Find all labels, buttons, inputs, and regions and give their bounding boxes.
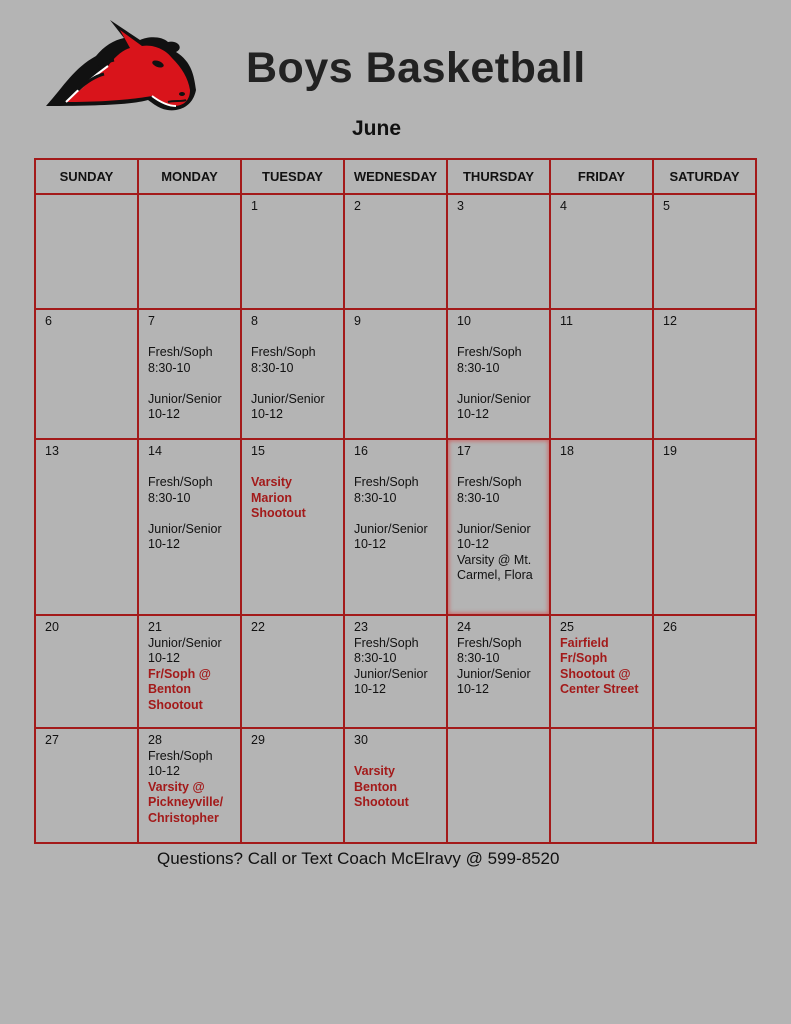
day-number: 1: [251, 199, 258, 213]
calendar-day-cell: [447, 309, 550, 439]
practice-event: Junior/Senior 10-12: [148, 521, 222, 551]
day-number: 18: [560, 444, 574, 458]
calendar-day-cell: [35, 439, 138, 615]
practice-event: Junior/Senior 10-12: [457, 391, 531, 421]
practice-event: Junior/Senior 10-12: [148, 391, 222, 421]
day-number: 29: [251, 733, 265, 747]
calendar-day-cell: [550, 615, 653, 728]
day-number: 12: [663, 314, 677, 328]
practice-event: Fresh/Soph 8:30-10: [457, 345, 522, 375]
calendar-day-cell: [344, 728, 447, 843]
practice-event: Junior/Senior 10-12: [457, 666, 531, 696]
practice-event: Fresh/Soph 8:30-10: [148, 345, 213, 375]
day-content: [448, 616, 549, 698]
day-content: [242, 729, 343, 749]
day-number: 6: [45, 314, 52, 328]
weekday-header: SATURDAY: [653, 159, 756, 194]
calendar-day-cell: [653, 728, 756, 843]
calendar-day-cell: [447, 728, 550, 843]
day-content: [448, 310, 549, 423]
practice-event: Junior/Senior 10-12: [354, 521, 428, 551]
calendar-week-row: [35, 309, 756, 439]
day-content: [345, 195, 446, 215]
practice-event: Varsity @ Mt. Carmel, Flora: [457, 552, 533, 582]
calendar-day-cell: [550, 194, 653, 309]
contact-note: Questions? Call or Text Coach McElravy @ 599-8520: [157, 849, 560, 868]
practice-event: Junior/Senior 10-12: [457, 521, 531, 551]
calendar-day-cell: [138, 309, 241, 439]
day-number: 4: [560, 199, 567, 213]
calendar-day-cell: [344, 194, 447, 309]
day-number: 21: [148, 620, 162, 634]
calendar-day-cell: [35, 194, 138, 309]
month-title: June: [352, 117, 402, 140]
calendar-day-cell: [344, 615, 447, 728]
calendar-day-cell: [138, 439, 241, 615]
page-title: Boys Basketball: [246, 44, 586, 92]
day-content: [242, 440, 343, 522]
day-content: [139, 729, 240, 826]
calendar-week-row: [35, 615, 756, 728]
calendar-day-cell: [241, 439, 344, 615]
day-number: 27: [45, 733, 59, 747]
day-content: [551, 310, 652, 330]
day-number: 19: [663, 444, 677, 458]
calendar-day-cell: [35, 615, 138, 728]
varsity-event: Fairfield Fr/Soph Shootout @ Center Street: [560, 635, 639, 696]
practice-event: Fresh/Soph 8:30-10: [251, 345, 316, 375]
day-number: 2: [354, 199, 361, 213]
day-number: 26: [663, 620, 677, 634]
day-content: [345, 729, 446, 811]
calendar-day-cell: [138, 728, 241, 843]
day-number: 15: [251, 444, 265, 458]
day-content: [654, 729, 755, 733]
day-content: [345, 616, 446, 698]
calendar-day-cell: [550, 309, 653, 439]
day-number: 14: [148, 444, 162, 458]
calendar-day-cell: [241, 309, 344, 439]
practice-event: Junior/Senior 10-12: [148, 635, 222, 665]
day-content: [551, 729, 652, 733]
calendar-day-cell: [653, 615, 756, 728]
practice-event: Fresh/Soph 8:30-10: [148, 475, 213, 505]
weekday-header: MONDAY: [138, 159, 241, 194]
day-number: 16: [354, 444, 368, 458]
varsity-event: Varsity Benton Shootout: [354, 764, 409, 809]
day-number: 9: [354, 314, 361, 328]
day-content: [448, 729, 549, 733]
weekday-header: FRIDAY: [550, 159, 653, 194]
day-content: [654, 440, 755, 460]
day-content: [242, 195, 343, 215]
calendar-week-row: [35, 194, 756, 309]
calendar-week-row: [35, 439, 756, 615]
day-number: 13: [45, 444, 59, 458]
day-number: 20: [45, 620, 59, 634]
day-content: [139, 440, 240, 553]
calendar-day-cell: [138, 194, 241, 309]
day-content: [654, 616, 755, 636]
calendar-day-cell: [447, 615, 550, 728]
day-content: [36, 729, 137, 749]
weekday-header: THURSDAY: [447, 159, 550, 194]
varsity-event: Fr/Soph @ Benton Shootout: [148, 666, 211, 712]
day-content: [654, 195, 755, 215]
day-content: [36, 440, 137, 460]
day-number: 24: [457, 620, 471, 634]
day-content: [139, 310, 240, 423]
practice-event: Fresh/Soph 10-12: [148, 748, 213, 778]
day-number: 30: [354, 733, 368, 747]
calendar-day-cell: [344, 309, 447, 439]
weekday-header: TUESDAY: [241, 159, 344, 194]
day-number: 3: [457, 199, 464, 213]
practice-event: Fresh/Soph 8:30-10: [354, 475, 419, 505]
calendar-day-cell: [35, 309, 138, 439]
practice-event: Fresh/Soph 8:30-10: [457, 475, 522, 505]
calendar-day-cell: [35, 728, 138, 843]
day-content: [242, 616, 343, 636]
day-number: 7: [148, 314, 155, 328]
calendar-day-cell: [241, 728, 344, 843]
day-content: [551, 195, 652, 215]
day-content: [139, 195, 240, 199]
practice-event: Fresh/Soph 8:30-10: [457, 635, 522, 665]
day-content: [551, 616, 652, 698]
calendar-day-cell: [344, 439, 447, 615]
weekday-header-row: [35, 159, 756, 194]
calendar-day-cell: [653, 194, 756, 309]
varsity-event: Varsity Marion Shootout: [251, 475, 306, 520]
calendar-day-cell: [653, 309, 756, 439]
calendar-grid: [34, 158, 757, 844]
day-number: 8: [251, 314, 258, 328]
day-content: [448, 440, 549, 584]
weekday-header: WEDNESDAY: [344, 159, 447, 194]
day-content: [345, 440, 446, 553]
weekday-header: SUNDAY: [35, 159, 138, 194]
day-number: 22: [251, 620, 265, 634]
day-content: [448, 195, 549, 215]
calendar-day-cell: [447, 194, 550, 309]
calendar-day-cell: [653, 439, 756, 615]
day-content: [345, 310, 446, 330]
calendar-day-cell: [241, 194, 344, 309]
day-number: 10: [457, 314, 471, 328]
calendar-day-cell: [138, 615, 241, 728]
day-number: 23: [354, 620, 368, 634]
practice-event: Junior/Senior 10-12: [251, 391, 325, 421]
day-number: 11: [560, 314, 573, 328]
day-number: 25: [560, 620, 574, 634]
calendar-day-cell: [550, 439, 653, 615]
calendar-week-row: [35, 728, 756, 843]
day-content: [36, 310, 137, 330]
day-content: [36, 616, 137, 636]
mustang-head-logo-icon: [44, 16, 200, 114]
day-content: [36, 195, 137, 199]
calendar-day-cell: [447, 439, 550, 615]
practice-event: Junior/Senior 10-12: [354, 666, 428, 696]
calendar-day-cell: [550, 728, 653, 843]
day-number: 28: [148, 733, 162, 747]
varsity-event: Varsity @ Pickneyville/ Christopher: [148, 779, 224, 825]
day-number: 17: [457, 444, 471, 458]
practice-event: Fresh/Soph 8:30-10: [354, 635, 419, 665]
day-content: [242, 310, 343, 423]
day-content: [139, 616, 240, 713]
day-content: [654, 310, 755, 330]
day-content: [551, 440, 652, 460]
calendar-day-cell: [241, 615, 344, 728]
day-number: 5: [663, 199, 670, 213]
